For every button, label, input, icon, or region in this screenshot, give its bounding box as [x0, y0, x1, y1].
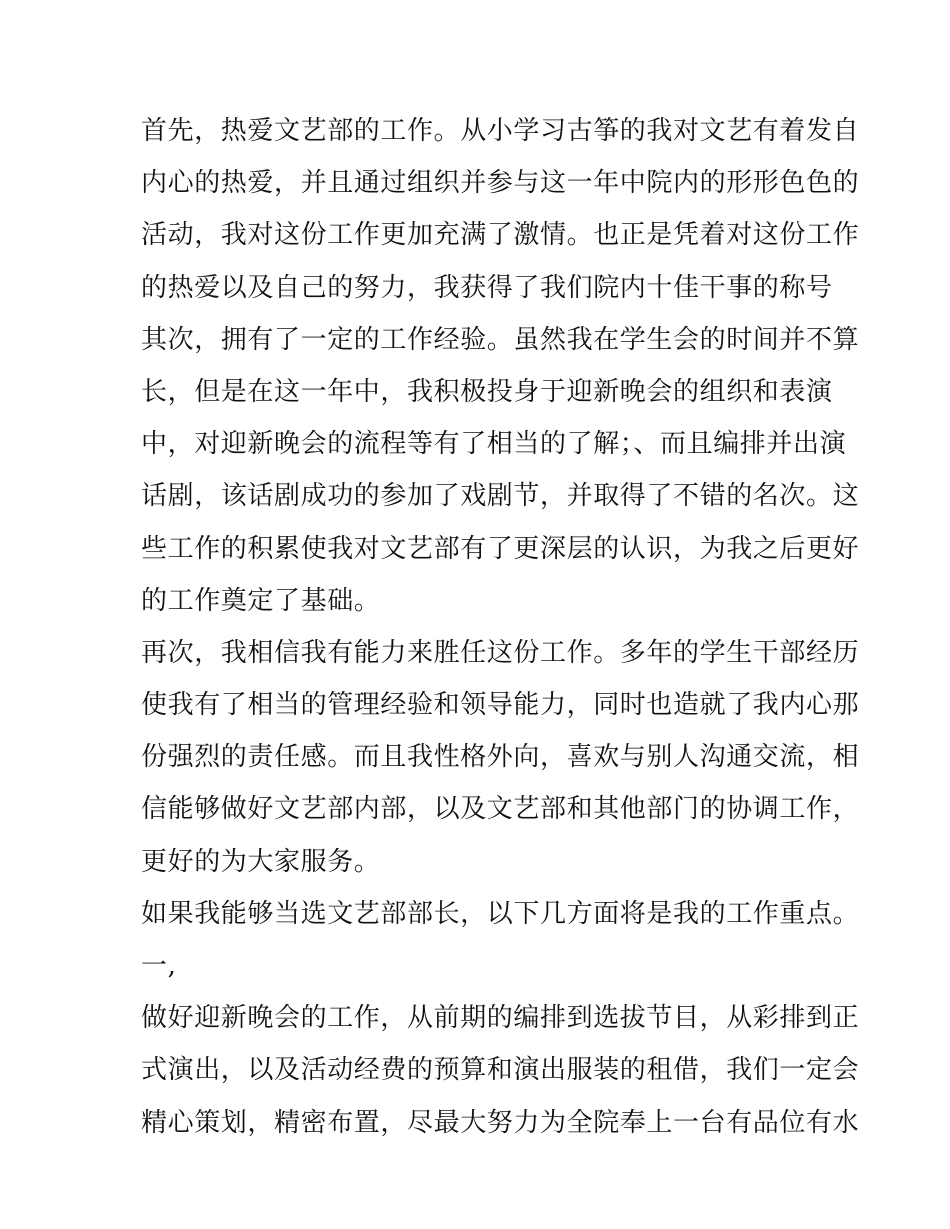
text-line: 如果我能够当选文艺部部长，以下几方面将是我的工作重点。 — [141, 898, 860, 929]
text-line: 话剧，该话剧成功的参加了戏剧节，并取得了不错的名次。这 — [141, 481, 860, 512]
text-line: 活动，我对这份工作更加充满了激情。也正是凭着对这份工作 — [141, 220, 860, 251]
text-line: 的工作奠定了基础。 — [141, 585, 381, 616]
text-line: 内心的热爱，并且通过组织并参与这一年中院内的形形色色的 — [141, 168, 860, 199]
text-line: 精心策划，精密布置，尽最大努力为全院奉上一台有品位有水 — [141, 1107, 860, 1138]
text-line: 长，但是在这一年中，我积极投身于迎新晚会的组织和表演 — [141, 376, 833, 407]
text-line: 更好的为大家服务。 — [141, 846, 381, 877]
text-line: 些工作的积累使我对文艺部有了更深层的认识，为我之后更好 — [141, 533, 860, 564]
text-line: 份强烈的责任感。而且我性格外向，喜欢与别人沟通交流，相 — [141, 742, 860, 773]
text-line: 其次，拥有了一定的工作经验。虽然我在学生会的时间并不算 — [141, 324, 860, 355]
text-line: 再次，我相信我有能力来胜任这份工作。多年的学生干部经历 — [141, 637, 860, 668]
text-line: 使我有了相当的管理经验和领导能力，同时也造就了我内心那 — [141, 690, 860, 721]
body-text — [141, 105, 860, 1149]
text-line: 首先，热爱文艺部的工作。从小学习古筝的我对文艺有着发自 — [141, 116, 860, 146]
text-line: 式演出，以及活动经费的预算和演出服装的租借，我们一定会 — [141, 1055, 860, 1086]
text-line: 的热爱以及自己的努力，我获得了我们院内十佳干事的称号 — [141, 272, 833, 303]
text-line: 一, — [141, 951, 177, 981]
text-line: 做好迎新晚会的工作，从前期的编排到选拔节目，从彩排到正 — [141, 1003, 860, 1034]
text-line: 信能够做好文艺部内部，以及文艺部和其他部门的协调工作， — [141, 794, 860, 825]
text-line: 中，对迎新晚会的流程等有了相当的了解；、而且编排并出演 — [141, 429, 847, 460]
